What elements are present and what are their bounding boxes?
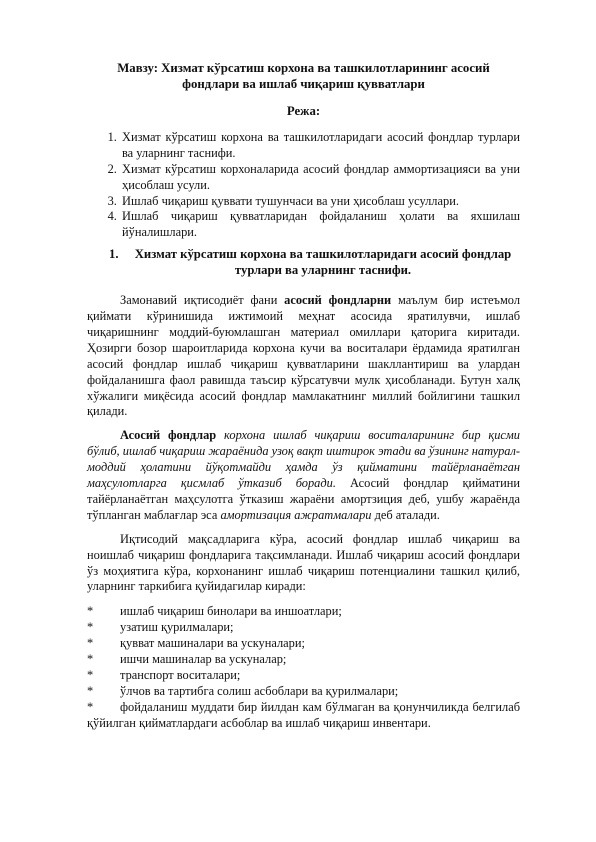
section-title: Хизмат кўрсатиш корхона ва ташкилотларидаги асосий фондлар турлари ва уларнинг таснифи. <box>134 247 512 278</box>
document-title <box>87 60 520 92</box>
paragraph-2-term-italic: амортизация ажратмалари <box>220 507 372 522</box>
plan-list <box>87 130 520 241</box>
section-heading <box>109 247 520 279</box>
bullet-star: * <box>87 604 94 619</box>
paragraph-1 <box>87 293 520 420</box>
paragraph-2-text-e: деб аталади. <box>371 507 440 522</box>
bullet-star: * <box>87 652 94 667</box>
plan-item: 2. Хизмат кўрсатиш корхоналарида асосий фондлар аммортизацияси ва уни ҳисоблаш усули. <box>120 162 520 194</box>
plan-item: 1. Хизмат кўрсатиш корхона ва ташкилотларидаги асосий фондлар турлари ва уларнинг таснифи. <box>120 130 520 162</box>
list-item-text: қувват машиналари ва ускуналари; <box>120 636 305 651</box>
fixed-assets-list <box>87 604 520 731</box>
list-item-text: транспорт воситалари; <box>120 668 241 682</box>
paragraph-1-text-a: Замонавий иқтисодиёт фани <box>120 293 285 308</box>
paragraph-2-text-c: Асосий фондлар қийматини тайёрланаётган маҳсулотга ўтказиш жараёни амортзиция деб, ушбу жараёнда тўпланган маблағлар эса <box>87 476 520 522</box>
title-line-2: фондлари ва ишлаб чиқариш қувватлари <box>182 77 425 91</box>
list-item <box>87 604 520 620</box>
list-item <box>87 700 520 732</box>
paragraph-2-term: Асосий фондлар <box>120 428 217 443</box>
title-line-1: Мавзу: Хизмат кўрсатиш корхона ва ташкилотларининг асосий <box>117 61 490 75</box>
list-item-text: фойдаланиш муддати бир йилдан кам бўлмаган ва қонунчиликда белгилаб қўйилган қийматлардаги асбоблар ва ишлаб чиқариш инвентари. <box>87 699 520 730</box>
list-item-text: ўлчов ва тартибга солиш асбоблари ва қурилмалари; <box>120 683 399 698</box>
bullet-star: * <box>87 668 94 682</box>
bullet-star: * <box>87 699 94 714</box>
paragraph-1-term: асосий фондларни <box>284 293 392 308</box>
paragraph-3: Иқтисодий мақсадларига кўра, асосий фондлар ишлаб чиқариш ва ноишлаб чиқариш фондларига тақсимланади. Ишлаб чиқариш асосий фондлари ўз моҳиятига кўра, корхонанинг ишлаб чиқариш потенциалини ташкил қилиб, уларнинг таркибига қуйидагилар киради: <box>87 531 520 594</box>
list-item <box>87 652 520 668</box>
plan-heading: Режа: <box>286 104 321 118</box>
bullet-star: * <box>87 683 94 698</box>
list-item <box>87 620 520 636</box>
document-page <box>87 60 520 732</box>
paragraph-2 <box>87 428 520 523</box>
list-item-text: ишлаб чиқариш бинолари ва иншоатлари; <box>120 604 342 619</box>
plan-item: 3. Ишлаб чиқариш қуввати тушунчаси ва уни ҳисоблаш усуллари. <box>120 194 520 210</box>
list-item <box>87 668 520 684</box>
bullet-star: * <box>87 620 94 635</box>
list-item <box>87 684 520 700</box>
bullet-star: * <box>87 636 94 651</box>
list-item-text: ишчи машиналар ва ускуналар; <box>120 652 287 667</box>
paragraph-2-definition: корхона ишлаб чиқариш воситаларининг бир қисми бўлиб, ишлаб чиқариш жараёнида узоқ вақт иштирок этади ва ўзининг натурал-моддий ҳолатини йўқотмайди ҳамда ўз қийматини тайёрланаётган маҳсулотларга қисмлаб ўтказиб боради. <box>87 428 521 491</box>
list-item-text: узатиш қурилмалари; <box>120 620 234 635</box>
section-number: 1. <box>109 247 119 262</box>
list-item <box>87 636 520 652</box>
plan-item: 4. Ишлаб чиқариш қувватларидан фойдаланиш ҳолати ва яхшилаш йўналишлари. <box>120 209 520 241</box>
paragraph-1-text-c: маълум бир истеъмол қиймати кўринишида ижтимоий меҳнат асосида яратилувчи, ишлаб чиқаришнинг моддий-буюмлашган материал омиллари қаторига киритади. Ҳозирги бозор шароитларида корхона кучи ва воситалари ёрдамида яратилган асосий фондлар ишлаб чиқариш қувватларини шакллантириш ва улардан фойдаланишга фаол равишда таъсир кўрсатувчи мулк ҳисобланади. Бутун халқ хўжалиги миқёсида асосий фондлар мамлакатнинг миллий бойлигини ташкил қилади. <box>87 293 521 419</box>
